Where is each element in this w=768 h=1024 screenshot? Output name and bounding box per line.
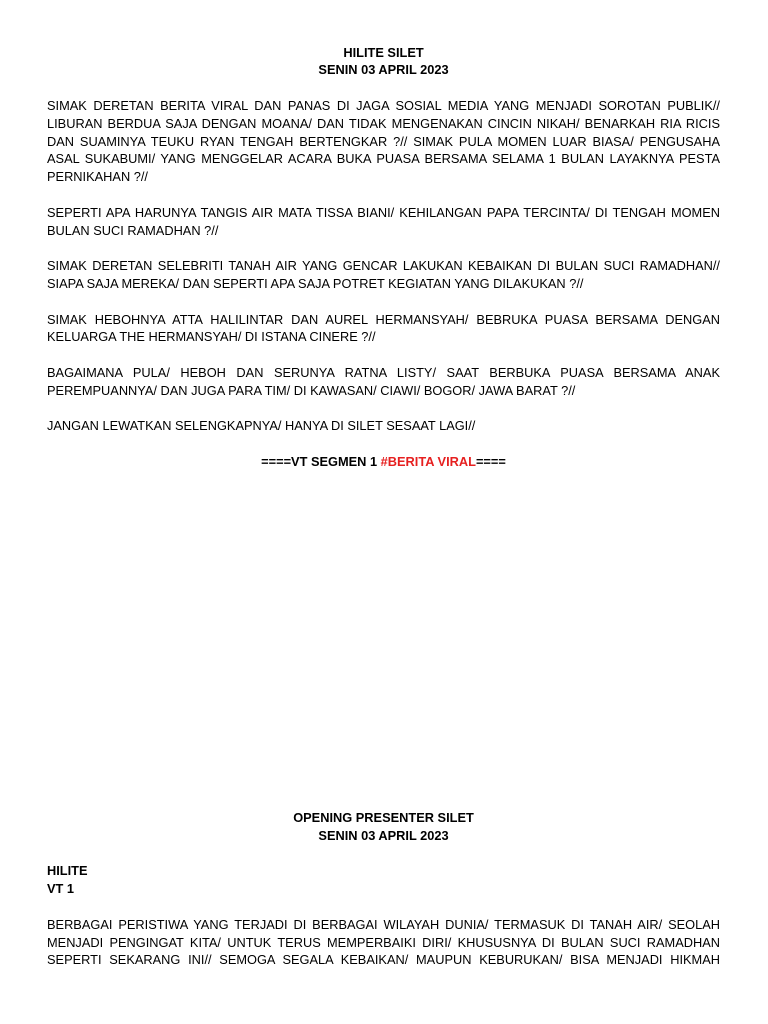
script-paragraph (47, 916, 720, 969)
paragraph-line: PERNIKAHAN ?// (47, 169, 148, 185)
paragraph-line: SEPERTI APA HARUNYA TANGIS AIR MATA TISSA BIANI/ KEHILANGAN PAPA TERCINTA/ DI TENGAH MOMEN (47, 204, 720, 220)
opening-header (47, 809, 720, 845)
hilite-header (47, 44, 720, 80)
paragraph-line: LIBURAN BERDUA SAJA DENGAN MOANA/ DAN TIDAK MENGENAKAN CINCIN NIKAH/ BENARKAH RIA RICIS (47, 115, 720, 131)
script-paragraph (47, 204, 720, 240)
vt-segment-suffix: ==== (475, 454, 506, 470)
paragraph-line: SIMAK HEBOHNYA ATTA HALILINTAR DAN AUREL HERMANSYAH/ BEBRUKA PUASA BERSAMA DENGAN (47, 311, 720, 327)
script-paragraph (47, 311, 720, 347)
script-paragraph (47, 364, 720, 400)
vt-segment-prefix: ====VT SEGMEN 1 (261, 454, 381, 470)
opening-title: OPENING PRESENTER SILET (293, 810, 474, 825)
segment-labels (47, 862, 720, 898)
opening-section (47, 809, 720, 969)
script-paragraph (47, 97, 720, 186)
hilite-title: HILITE SILET (343, 44, 424, 60)
paragraph-line: KELUARGA THE HERMANSYAH/ DI ISTANA CINERE ?// (47, 329, 376, 345)
paragraph-line: MENJADI PENGINGAT KITA/ UNTUK TERUS MEMPERBAIKI DIRI/ KHUSUSNYA DI BULAN SUCI RAMADHAN (47, 934, 720, 950)
paragraph-line: SEPERTI SEKARANG INI// SEMOGA SEGALA KEBAIKAN/ MAUPUN KEBURUKAN/ BISA MENJADI HIKMAH (47, 952, 720, 968)
vt-label: VT 1 (47, 881, 75, 897)
paragraph-line: SIMAK DERETAN SELEBRITI TANAH AIR YANG GENCAR LAKUKAN KEBAIKAN DI BULAN SUCI RAMADHAN// (47, 258, 720, 274)
vt-segment-line (47, 453, 720, 471)
script-paragraph (47, 257, 720, 293)
paragraph-line: BAGAIMANA PULA/ HEBOH DAN SERUNYA RATNA LISTY/ SAAT BERBUKA PUASA BERSAMA ANAK (47, 365, 720, 381)
hilite-section (47, 44, 720, 471)
paragraph-line: DAN SUAMINYA TEUKU RYAN TENGAH BERTENGKAR ?// SIMAK PULA MOMEN LUAR BIASA/ PENGUSAHA (47, 133, 720, 149)
paragraph-line: BULAN SUCI RAMADHAN ?// (47, 222, 219, 238)
script-paragraph (47, 417, 720, 435)
paragraph-line: BERBAGAI PERISTIWA YANG TERJADI DI BERBAGAI WILAYAH DUNIA/ TERMASUK DI TANAH AIR/ SEOLAH (47, 916, 720, 932)
hilite-label: HILITE (47, 863, 88, 879)
paragraph-line: ASAL SUKABUMI/ YANG MENGGELAR ACARA BUKA PUASA BERSAMA SELAMA 1 BULAN LAYAKNYA PESTA (47, 151, 720, 167)
paragraph-line: SIAPA SAJA MEREKA/ DAN SEPERTI APA SAJA POTRET KEGIATAN YANG DILAKUKAN ?// (47, 276, 584, 292)
opening-date: SENIN 03 APRIL 2023 (318, 827, 449, 843)
paragraph-line: SIMAK DERETAN BERITA VIRAL DAN PANAS DI JAGA SOSIAL MEDIA YANG MENJADI SOROTAN PUBLIK// (47, 98, 720, 114)
paragraph-line: JANGAN LEWATKAN SELENGKAPNYA/ HANYA DI SILET SESAAT LAGI// (47, 418, 476, 434)
paragraph-line: PEREMPUANNYA/ DAN JUGA PARA TIM/ DI KAWASAN/ CIAWI/ BOGOR/ JAWA BARAT ?// (47, 382, 576, 398)
vt-segment-tag: #BERITA VIRAL (380, 454, 476, 470)
hilite-date: SENIN 03 APRIL 2023 (318, 62, 449, 78)
